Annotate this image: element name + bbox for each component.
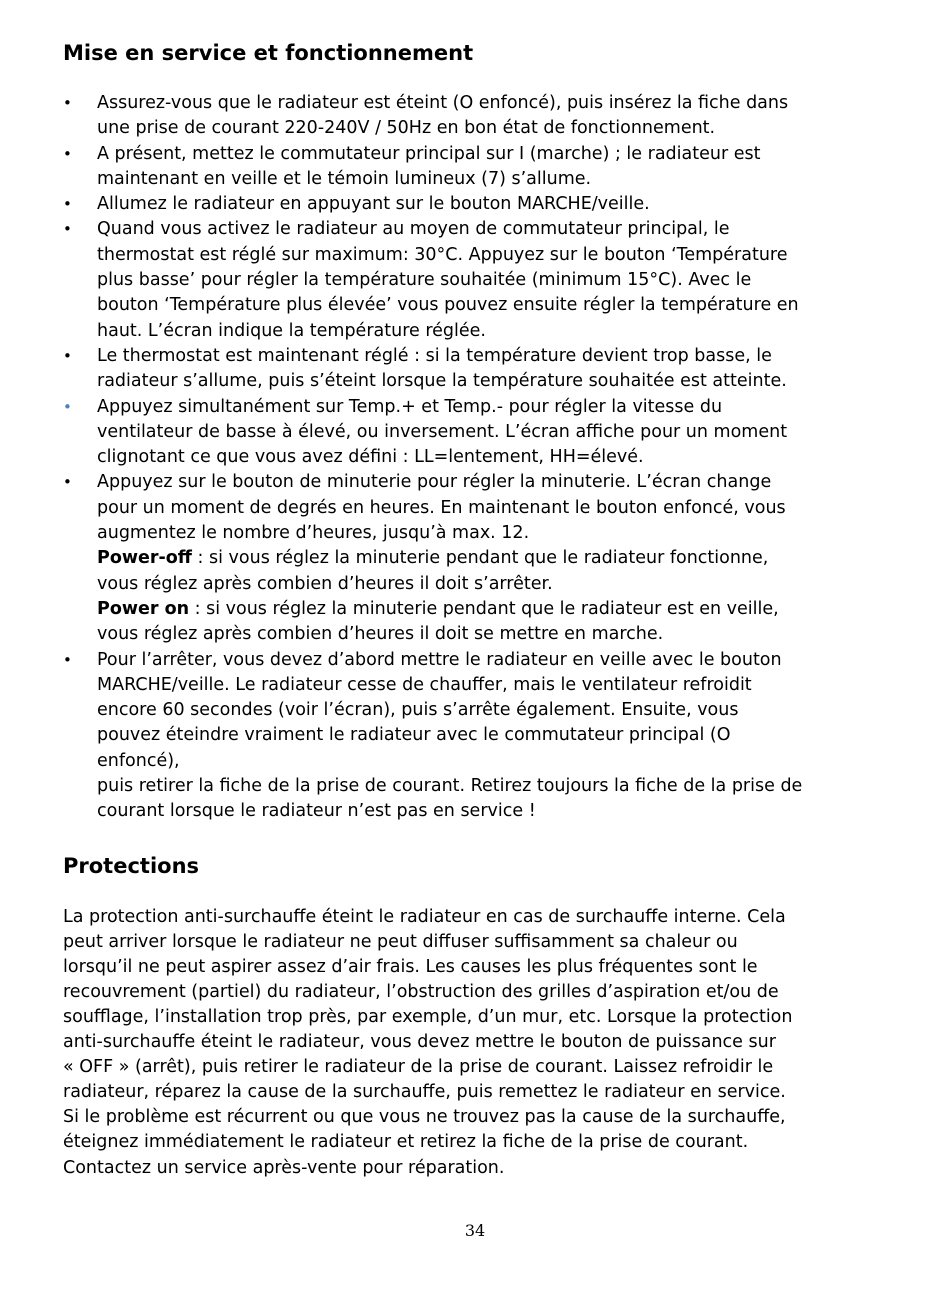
text-line: Appuyez sur le bouton de minuterie pour régler la minuterie. L’écran change — [97, 472, 772, 493]
list-item — [63, 91, 885, 142]
section-title-protections: Protections — [63, 853, 200, 878]
power-off-term: Power-off — [97, 548, 192, 569]
text-line: pour un moment de degrés en heures. En maintenant le bouton enfoncé, vous — [97, 497, 786, 518]
text-line: courant lorsque le radiateur n’est pas en service ! — [97, 801, 536, 822]
document-page — [63, 38, 885, 1181]
text-line: plus basse’ pour régler la température souhaitée (minimum 15°C). Avec le — [97, 270, 752, 291]
list-item — [63, 217, 885, 343]
text-line: La protection anti-surchauffe éteint le radiateur en cas de surchauffe interne. Cela — [63, 906, 786, 927]
text-line: thermostat est réglé sur maximum: 30°C. Appuyez sur le bouton ‘Température — [97, 244, 788, 265]
operation-instructions-list — [63, 91, 885, 825]
text-line: Contactez un service après-vente pour réparation. — [63, 1157, 505, 1178]
power-off-text: : si vous réglez la minuterie pendant que le radiateur fonctionne, — [191, 548, 769, 569]
text-line: soufflage, l’installation trop près, par exemple, d’un mur, etc. Lorsque la protection — [63, 1006, 793, 1027]
text-line: Appuyez simultanément sur Temp.+ et Temp.- pour régler la vitesse du — [97, 396, 723, 417]
text-line: Assurez-vous que le radiateur est éteint (O enfoncé), puis insérez la fiche dans — [97, 93, 789, 113]
protections-paragraph — [63, 905, 885, 1181]
text-line: haut. L’écran indique la température réglée. — [97, 320, 486, 341]
text-line: MARCHE/veille. Le radiateur cesse de chauffer, mais le ventilateur refroidit — [97, 674, 752, 695]
text-line: recouvrement (partiel) du radiateur, l’obstruction des grilles d’aspiration et/ou de — [63, 981, 779, 1002]
text-line: clignotant ce que vous avez défini : LL=lentement, HH=élevé. — [97, 447, 644, 468]
power-on-text: : si vous réglez la minuterie pendant que le radiateur est en veille, — [189, 598, 779, 619]
text-line: vous réglez après combien d’heures il doit s’arrêter. — [97, 573, 553, 594]
text-line: vous réglez après combien d’heures il doit se mettre en marche. — [97, 624, 664, 645]
list-item — [63, 142, 885, 193]
text-line: encore 60 secondes (voir l’écran), puis s’arrête également. Ensuite, vous — [97, 700, 739, 721]
bullet-icon: • — [63, 195, 72, 214]
text-line: peut arriver lorsque le radiateur ne peut diffuser suffisamment sa chaleur ou — [63, 931, 738, 952]
text-line: éteignez immédiatement le radiateur et retirez la fiche de la prise de courant. — [63, 1132, 749, 1153]
text-line: une prise de courant 220-240V / 50Hz en bon état de fonctionnement. — [97, 118, 716, 139]
text-line: bouton ‘Température plus élevée’ vous pouvez ensuite régler la température en — [97, 295, 799, 316]
bullet-icon: • — [63, 220, 72, 239]
text-line: maintenant en veille et le témoin lumineux (7) s’allume. — [97, 168, 592, 189]
text-line: enfoncé), — [97, 750, 180, 771]
bullet-icon: • — [63, 473, 72, 492]
bullet-icon: • — [63, 144, 72, 163]
text-line: Si le problème est récurrent ou que vous ne trouvez pas la cause de la surchauffe, — [63, 1107, 786, 1128]
text-line: A présent, mettez le commutateur principal sur I (marche) ; le radiateur est — [97, 143, 761, 164]
power-off-line — [97, 546, 885, 571]
text-line: anti-surchauffe éteint le radiateur, vous devez mettre le bouton de puissance sur — [63, 1032, 776, 1053]
list-item — [63, 470, 885, 647]
bullet-icon: • — [63, 94, 72, 112]
text-line: radiateur, réparez la cause de la surchauffe, puis remettez le radiateur en service. — [63, 1082, 786, 1103]
text-line: « OFF » (arrêt), puis retirer le radiateur de la prise de courant. Laissez refroidir le — [63, 1057, 774, 1078]
text-line: Pour l’arrêter, vous devez d’abord mettre le radiateur en veille avec le bouton — [97, 649, 782, 670]
text-line: augmentez le nombre d’heures, jusqu’à max. 12. — [97, 523, 530, 544]
list-item — [63, 192, 885, 217]
text-line: lorsqu’il ne peut aspirer assez d’air frais. Les causes les plus fréquentes sont le — [63, 956, 758, 977]
list-item — [63, 395, 885, 471]
list-item — [63, 648, 885, 825]
text-line: Allumez le radiateur en appuyant sur le bouton MARCHE/veille. — [97, 194, 650, 215]
bullet-icon: • — [63, 650, 72, 669]
text-line: Quand vous activez le radiateur au moyen de commutateur principal, le — [97, 219, 730, 240]
section-title-mise-en-service: Mise en service et fonctionnement — [63, 41, 474, 65]
page-number: 34 — [464, 1221, 486, 1240]
power-on-term: Power on — [97, 598, 190, 619]
text-line: radiateur s’allume, puis s’éteint lorsque la température souhaitée est atteinte. — [97, 371, 787, 392]
text-line: Le thermostat est maintenant réglé : si la température devient trop basse, le — [97, 345, 772, 366]
bullet-icon: • — [63, 397, 72, 416]
bullet-icon: • — [63, 346, 72, 365]
power-on-line — [97, 597, 885, 622]
text-line: puis retirer la fiche de la prise de courant. Retirez toujours la fiche de la prise de — [97, 776, 803, 797]
list-item — [63, 344, 885, 395]
text-line: pouvez éteindre vraiment le radiateur avec le commutateur principal (O — [97, 725, 731, 746]
text-line: ventilateur de basse à élevé, ou inversement. L’écran affiche pour un moment — [97, 421, 788, 442]
